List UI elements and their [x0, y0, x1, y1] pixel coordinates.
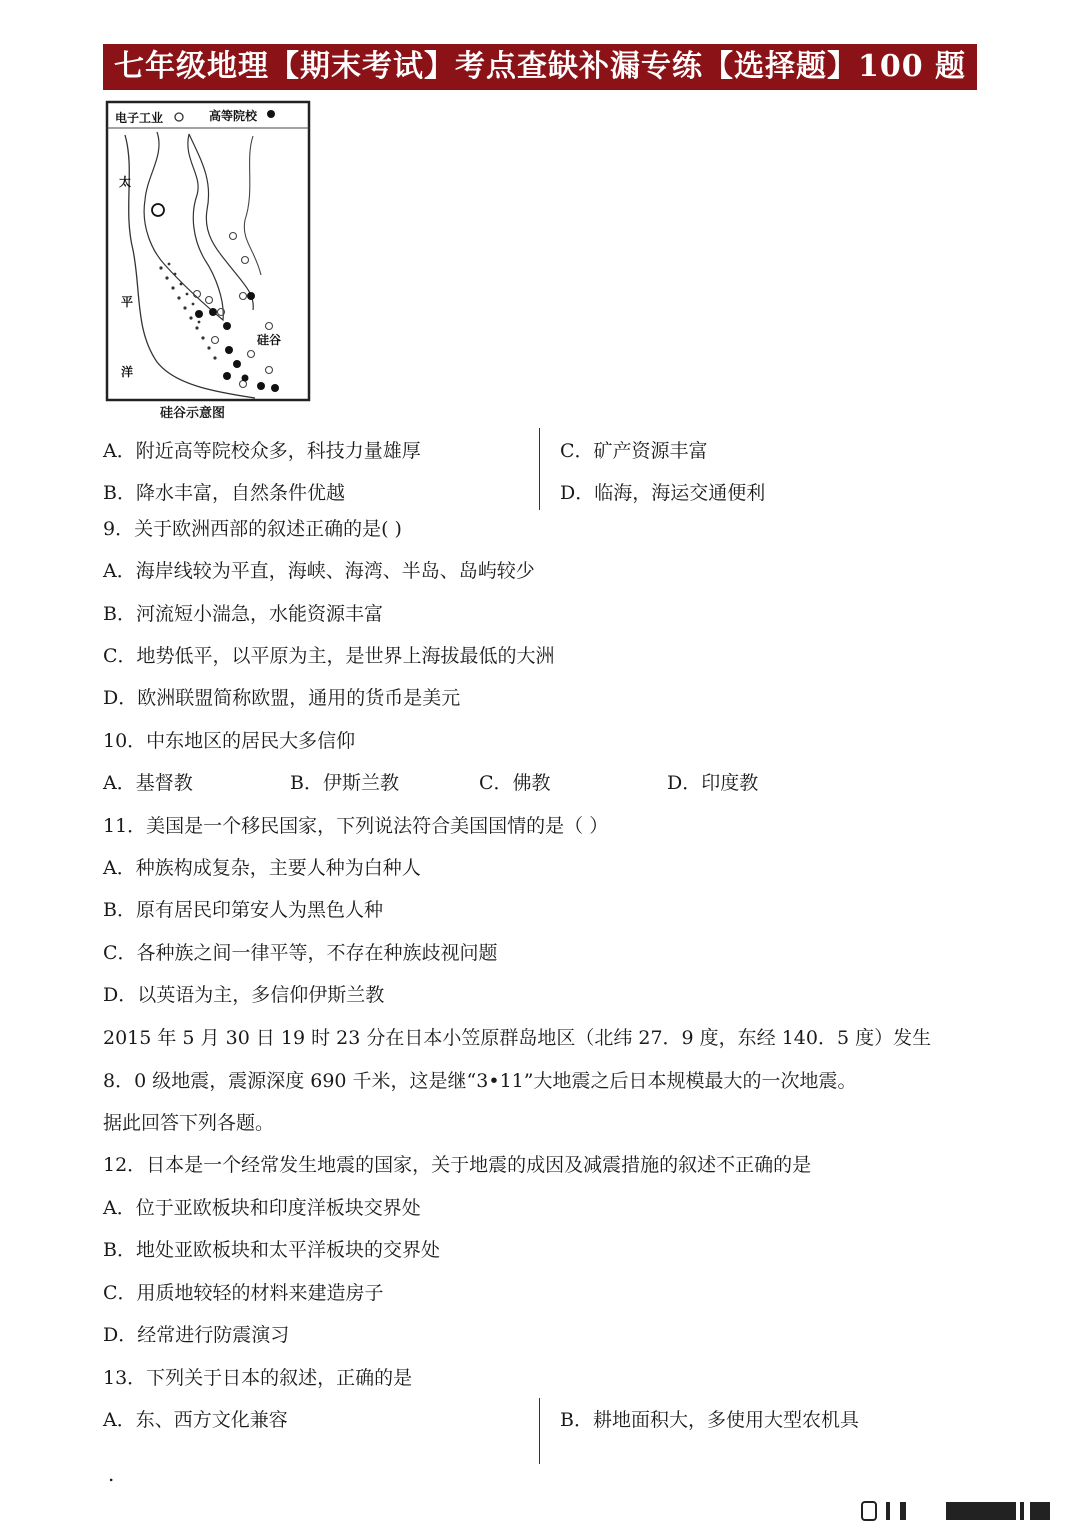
q11-option-c: C．各种族之间一律平等，不存在种族歧视问题 — [103, 942, 498, 964]
silicon-valley-label: 硅谷 — [257, 333, 282, 347]
university-marker — [225, 346, 233, 354]
q11-option-d: D．以英语为主，多信仰伊斯兰教 — [103, 984, 385, 1006]
university-marker — [271, 384, 279, 392]
q10-stem: 10．中东地区的居民大多信仰 — [103, 730, 356, 752]
university-marker — [247, 292, 255, 300]
q10-option-c: C．佛教 — [479, 772, 551, 794]
q13-option-b: B．耕地面积大，多使用大型农机具 — [560, 1409, 859, 1431]
university-marker — [195, 310, 203, 318]
q12-option-b: B．地处亚欧板块和太平洋板块的交界处 — [103, 1239, 440, 1261]
silicon-valley-map — [105, 100, 311, 402]
university-marker — [233, 360, 241, 368]
document-title-banner: 七年级地理【期末考试】考点查缺补漏专练【选择题】100 题 — [103, 44, 977, 90]
q9-option-c: C．地势低平，以平原为主，是世界上海拔最低的大洲 — [103, 645, 555, 667]
q11-stem: 11．美国是一个移民国家，下列说法符合美国国情的是（ ） — [103, 815, 609, 837]
map-caption: 硅谷示意图 — [160, 406, 226, 421]
q9-option-b: B．河流短小湍急，水能资源丰富 — [103, 603, 383, 625]
q13-stem: 13．下列关于日本的叙述，正确的是 — [103, 1367, 413, 1389]
q9-option-d: D．欧洲联盟简称欧盟，通用的货币是美元 — [103, 687, 461, 709]
q8-option-a: A．附近高等院校众多，科技力量雄厚 — [103, 440, 421, 462]
footer-dot: . — [108, 1462, 115, 1486]
q8-option-b: B．降水丰富，自然条件优越 — [103, 482, 345, 504]
q10-option-d: D．印度教 — [667, 772, 759, 794]
column-divider — [539, 428, 540, 510]
q9-stem: 9．关于欧洲西部的叙述正确的是( ) — [103, 518, 402, 540]
pacific-label-ping: 平 — [121, 295, 134, 309]
q9-option-a: A．海岸线较为平直，海峡、海湾、半岛、岛屿较少 — [103, 560, 535, 582]
map-frame — [107, 102, 309, 400]
legend-university-label: 高等院校 — [209, 109, 258, 123]
university-marker — [257, 382, 265, 390]
q10-option-a: A．基督教 — [103, 772, 193, 794]
q12-stem: 12．日本是一个经常发生地震的国家，关于地震的成因及减震措施的叙述不正确的是 — [103, 1154, 812, 1176]
q8-option-c: C．矿产资源丰富 — [560, 440, 708, 462]
passage-line-1: 2015 年 5 月 30 日 19 时 23 分在日本小笠原群岛地区（北纬 27．9 度，东经 140．5 度）发生 — [103, 1027, 932, 1049]
legend-electronics-label: 电子工业 — [115, 111, 164, 125]
page-indicator-bar — [860, 1500, 1060, 1522]
university-marker — [242, 375, 249, 382]
q12-option-c: C．用质地较轻的材料来建造房子 — [103, 1282, 384, 1304]
pacific-label-tai: 太 — [119, 175, 132, 189]
column-divider-q13 — [539, 1398, 540, 1464]
q8-option-d: D．临海，海运交通便利 — [560, 482, 766, 504]
university-marker — [223, 322, 231, 330]
university-marker — [223, 372, 231, 380]
pacific-label-yang: 洋 — [121, 365, 134, 379]
q10-option-b: B．伊斯兰教 — [290, 772, 399, 794]
passage-line-2: 8．0 级地震，震源深度 690 千米，这是继“3•11”大地震之后日本规模最大的一次地震。 — [103, 1070, 857, 1092]
q11-option-b: B．原有居民印第安人为黑色人种 — [103, 899, 383, 921]
q13-option-a: A．东、西方文化兼容 — [103, 1409, 288, 1431]
q12-option-d: D．经常进行防震演习 — [103, 1324, 290, 1346]
q12-option-a: A．位于亚欧板块和印度洋板块交界处 — [103, 1197, 421, 1219]
q11-option-a: A．种族构成复杂，主要人种为白种人 — [103, 857, 421, 879]
legend-university-marker — [267, 110, 275, 118]
passage-line-3: 据此回答下列各题。 — [103, 1112, 275, 1134]
university-marker — [209, 308, 217, 316]
